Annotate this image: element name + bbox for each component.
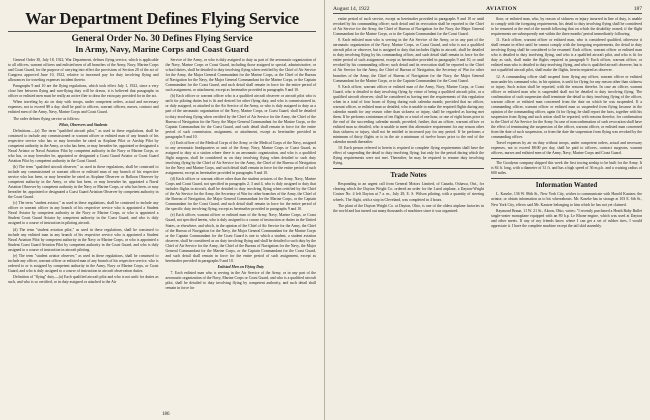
paragraph: Service of the Army, or who is duly assigned to duty as part of the aeronautic organization of the Navy, Marine Corps or Coast Guard, including those assigned to special, administrative, or school duties, shall be detailed to duty involving flying when certified by the Chief of Air Service for the Army, the Major General Commandant for the Marine Corps, or the Chief of the Bureau of Navigation for the Navy, the Major General Commandant for the Marine Corps, or the Captain Commandant for the Coast Guard, and such detail shall remain in force for the entire period of such assignment, or attachment, except as hereinafter provided in paragraphs 9 and 10. xyxy=(165,58,316,93)
paragraph: Travel expenses by air on duty without troops, under competent orders, actual and necessary expenses, not to exceed $8.00 per day, shall be paid to officers, contract surgeons, warrant officers, nurses and enlisted men of the Army, Navy, Marine Corps and Coast Guard. xyxy=(491,141,642,156)
paragraph: (d) The term "student aviation pilot," as used in these regulations, shall be construed to include any enlisted man in any branch of his respective service who is appointed a Student Naval Aviation Pilot by competent authority in the Navy or Marine Corps, or who is appointed a Student Coast Guard Aviation Pilot by competent authority in the Coast Guard, and who is duly assigned to a course of instruction in aircraft piloting. xyxy=(8,227,159,252)
paragraph: (c) Each officer of the Medical Corps of the Army, or the Medical Corps of the Navy, assigned to any aeronautic headquarters or unit of the Army, Navy, Marine Corps or Coast Guard, as assigned to duty at a station where there is an aeronautic organization, and who is a qualified flight surgeon, shall be considered as on duty involving flying when detailed to such duty involving flying by the Chief of Air Service for the Army, the Chief of the Bureau of Navigation for the Navy and Marine Corps, and such detail shall remain in force for the entire period of such assignment, except as hereinafter provided in paragraphs 9 and 10. xyxy=(165,140,316,176)
paragraph: The Goodyear company shipped this week the first towing airship to be built for the Army. It is 84 ft. long, with a diameter of 31 ft. and has a high speed of 36 m.p.h. and a cruising radius of 600 miles. xyxy=(491,161,642,176)
paragraph: 10. Each person referred to herein is required to complete flying requirements shall have the effect of suspending the detail to duty involving flying, but only for the period during which the flying requirements were not met. Thereafter, he may be required to resume duty involving flying. xyxy=(333,146,484,166)
left-column-2 xyxy=(166,58,317,292)
paragraph: Raymond Braun, 11 W. 21 St., Akron, Ohio, writes: "I recently purchased a Heath Baby Bullet single-seater monoplane equipped with an 80 h.p. Le Rhone engine, which was used at Dayton and other meets. If any of my friends know where I can get a set of rubber tires, I would appreciate it. I have the complete machine except the tail skid assembly. xyxy=(491,208,642,228)
article-subtitle-2: In Army, Navy, Marine Corps and Coast Guard xyxy=(75,44,249,54)
running-header xyxy=(333,6,642,14)
paragraph: 8. Each enlisted man who is serving in the Air Service of the Army, or in any part of the aeronautic organization of the Navy, Marine Corps, or Coast Guard, and who is not a qualified aircraft pilot or observer, but is assigned to duty that includes flights in aircraft, shall be detailed to duty involving flying by his commanding officer, and such detail shall remain in force for the entire period of such assignment, except as hereinafter provided in paragraphs 9 and 10, or until revoked by his commanding officer; such detail and its revocation shall be reported to the Chief of Air Service for the Army, the Chief of Bureau of Navigation, the Secretary of War for other branches of the Army, the Chief of Bureau of Navigation for the Navy, the Major General Commandant for the Marine Corps, or to the Captain Commandant for the Coast Guard. xyxy=(333,38,484,83)
page-number: 186 xyxy=(162,412,170,417)
paragraph: (e) The term "student aviator observer," as used in these regulations, shall be construed to include any officer, warrant officer or enlisted man of any branch of his respective service, who is ordered to or is assigned by competent authority in the Army, Navy or Marine Corps, or Coast Guard, and who is duly assigned to a course of instruction in aircraft observation duties. xyxy=(8,253,159,273)
section-rule xyxy=(333,168,484,169)
section-heading: Pilots, Observers and Students xyxy=(59,122,108,127)
trade-notes-heading: Trade Notes xyxy=(390,171,427,180)
paragraph: (b) The term "qualified aircraft observer," as used in these regulations, shall be construed to include any commissioned or warrant officer or enlisted man of any branch of his respective service who has been, or may hereafter be rated as Airplane Observer or Balloon Observer by competent authority in the Army, or who has been, or may hereafter be, appointed a Naval Aviation Observer by competent authority in the Navy or Marine Corps, or who has been, or may hereafter be, appointed or designated a Coast Guard Aviation Observer by competent authority in the Coast Guard. xyxy=(8,164,159,200)
header-date: August 14, 1922 xyxy=(333,6,370,12)
paragraph: General Order 30, July 18, 1922, War Department, defines flying service, which is applicable to all officers, warrant officers and enlisted men of all branches of the Army, Navy, Marine Corps and Coast Guard, for the purpose of carrying into effect the provisions of Section 20 of the act of Congress approved June 10, 1922, relative to increased pay for duty involving flying and allowances for traveling expenses incident thereto. xyxy=(8,58,159,83)
information-wanted-heading: Information Wanted xyxy=(535,181,598,190)
left-columns xyxy=(8,58,316,292)
paragraph: floor, or enlisted man, who, by reason of sickness or injury incurred in line of duty, is unable to comply with the foregoing requirements, his detail to duty involving flying shall be considered to be resumed at the end of the month following that on which the disability ceased; if the flight requirements are subsequently met within the three months' period immediately following. xyxy=(491,17,642,37)
paragraph: When traveling by air on duty with troops, under competent orders, actual and necessary expenses, not to exceed $8 a day, shall be paid to officers, warrant officers, nurses, contract and enlisted men of the Army, Navy, Marine Corps and Coast Guard. xyxy=(8,100,159,115)
paragraph: (b) Each officer or warrant officer who is a qualified aircraft observer or aircraft pilot who is unfit for piloting duties but is fit and desired for other flying duty, and who is commissioned in, or duly assigned, or attached to the Air Service of the Army, or who is duly assigned to duty as a part of the aeronautic organization of the Navy, Marine Corps, or Coast Guard, shall be detailed to duty involving flying when certified by the Chief of Air Service for the Army, the Chief of the Bureau of Navigation for the Navy, the Major General Commandant for the Marine Corps, or the Captain Commandant for the Coast Guard, and such detail shall remain in force for the entire period of such commission, assignment, or attachment, except as hereinafter provided in paragraphs 9 and 10. xyxy=(165,94,316,139)
paragraph: entire period of such service, except as hereinafter provided in paragraphs 9 and 10 or until revoked by his commanding officer; such detail and its revocation shall be reported to the Chief of Air Service for the Army, the Chief of Bureau of Navigation for the Navy, the Major General Commandant for the Marine Corps, or to the Captain Commandant for the Coast Guard. xyxy=(333,17,484,37)
paragraph: 11. Each officer, warrant officer or enlisted man, who is considered qualified, otherwise it shall remain in effect until he cannot comply with the foregoing requirements, the detail to duty involving flying shall be considered to be resumed. Each officer, warrant officer or enlisted man who is detailed to duty involving flying, and who is a qualified aircraft pilot, and who is fit for duty as such, shall make the flights required in paragraph 9. Each officer, warrant officer, or enlisted man who is detailed to duty involving flying, and who is qualified aircraft observer, but is not a qualified aircraft pilot, shall make the flights, herein required as observer. xyxy=(491,38,643,73)
paragraph: 9. Each officer, warrant officer or enlisted man of the Army, Navy, Marine Corps, or Coast Guard, who is detailed to duty involving flying by virtue of being a qualified aircraft pilot, or a qualified aircraft observer, shall be considered as having met the requirements of this regulation when in a total of four hours of flying during each calendar month; provided that no officer, warrant officer, or enlisted man so detailed, who is unable to make the required flights during any calendar month for any reason other than sickness or injury, shall be regarded as having met them. If he performs a minimum of ten flights or a total of one hour, or one of eight hours prior to the end of the succeeding calendar month, provided, further, that an officer, warrant officer or enlisted man so detailed, who is unable to meet this alternative requirement for any reason other than sickness or injury, shall not be entitled to increased pay for any period. If he performs a minimum of thirty flights or is in the air a minimum of twelve hours prior to the end of the calendar month thereafter. xyxy=(333,84,484,145)
paragraph: Responding to an urgent call from General Motors Limited, of Canada, Oshawa, Ont., for clearing which the Dayton Wright Co. ordered an order for the Laird airplane, a Dayton-Wright Cruiser No. 4 left Dayton at 7 a. m., July 28, E. S. Wilson piloting, with a quantity of steering wheels. The flight, with a stop in Cleveland, was completed in 4 hours. xyxy=(333,182,484,202)
paragraph: Definition of "flying" duty.—(a) Each qualified aircraft pilot and who is not unfit for duties as such, and who is so certified, or in duty assigned or attached to the Air xyxy=(8,274,159,284)
section-rule xyxy=(491,178,642,179)
right-column-2 xyxy=(491,17,642,230)
paragraph: (c) The term "student aviator," as used in these regulations, shall be construed to include any officer or warrant officer in any branch of his respective service who is appointed a Student Naval Aviator by competent authority in the Navy or Marine Corps, or who is appointed a Student Coast Guard Aviator by competent authority in the Coast Guard, and who is duly assigned to a course of instruction in piloting aircraft. xyxy=(8,201,159,226)
paragraph: 12. A commanding officer shall suspend from flying any officer, warrant officer or enlisted man under his command who, in his opinion, is unfit for flying for any reason other than sickness or injury. Such action shall be reported, with the reasons therefor. In case an officer, warrant officer or enlisted man who is suspended shall not be detailed to duty involving flying. The confirmation of such suspension shall terminate the detail to duty involving flying of the officer, warrant officer or enlisted man concerned from the date on which he was suspended. If a commanding officer, warrant officer or enlisted man so suspended from flying because in the opinion of the commanding officer, again fit for flying, he shall report the facts, together with his suspension from flying and such action shall be reported, with reasons therefor, for confirmation to the Chief of Air Service for the Army. In case of nonconfirmation of such revocation shall have the effect of terminating the suspension of the officer, warrant officer, or enlisted man concerned from the date of such suspension, or from the date the suspension from flying was revoked by the commanding officer. xyxy=(491,74,642,140)
left-column-1 xyxy=(8,58,159,292)
right-column-1 xyxy=(333,17,484,230)
section-rule xyxy=(491,158,642,159)
paragraph: The plant of the Dayton Wright Co. at Dayton, Ohio, is one of the oldest airplane factories in the world and has turned out many thousands of machines since it was organized. xyxy=(333,203,484,213)
right-page xyxy=(325,0,650,420)
right-columns xyxy=(333,17,642,230)
section-heading: Enlisted Men on Flying Duty xyxy=(217,264,264,269)
paragraph: (e) Each officer, warrant officer or enlisted man of the Army, Navy, Marine Corps, or Coast Guard, not specified herein, who is duly assigned to a course of instruction or duties in the United States, or elsewhere, and which, in the opinion of the Chief of Air Service for the Army, the Chief of the Bureau of Navigation for the Navy, the Major General Commandant for the Marine Corps or the Captain Commandant for the Coast Guard is one to which a student, a student aviation observer, shall be considered as on duty involving flying and shall be detailed to such duty by the Chief of Air Service for the Army, the Chief of the Bureau of Navigation for the Navy, the Major General Commandant for the Marine Corps, or the Captain Commandant for the Coast Guard, and such detail shall remain in force for the entire period of such assignment, except as hereinafter provided in paragraphs 9 and 10. xyxy=(165,213,316,263)
article-subtitle-1: General Order No. 30 Defines Flying Service xyxy=(71,34,253,44)
article-title: War Department Defines Flying Service xyxy=(25,9,299,28)
paragraph: Paragraphs 9 and 10 are the flying regulations, which took effect July 1, 1922, since a very close line between flying and non-flying duty will be drawn, it is believed that paragraphs in officer or enlisted men must be really an active flier to draw the extra pay provided for in the act. xyxy=(8,84,159,99)
title-rule xyxy=(8,31,316,32)
header-page-number: 187 xyxy=(633,6,642,12)
paragraph: L. Kaseke, 136 W. 86th St., New York City, wishes to communicate with Harold Kautzer, the aviator, or obtain information as to his whereabouts. Mr. Kaseke has in storage at 103 E. 6th St., New York City, effects said Mr. Kautzer belonging to him which he has not yet claimed. xyxy=(491,192,642,207)
header-title: AVIATION xyxy=(486,6,518,12)
paragraph: (d) Each officer or warrant officer other than the student aviators of the Army, Navy, Marine Corps and Coast Guard, not specified in paragraphs 2, 3 and 4, who is duly assigned to duty that includes flights in aircraft, shall be detailed to duty involving flying when certified by the Chief of the Air Service for the Army, the Secretary of War for other branches of the Army, the Chief of the Bureau of Navigation, the Major General Commandant for the Marine Corps, or the Captain Commandant for the Coast Guard, and such detail shall remain in force for the entire period of the specific duty involving flying, except as hereinafter provided in paragraphs 9 and 10. xyxy=(165,177,316,212)
paragraph: The order defines flying service as follows: xyxy=(13,116,80,121)
paragraph: Definitions.—(a) The term "qualified aircraft pilot," as used in these regulations, shall be construed to include any commissioned or warrant officer or enlisted man of any branch of his respective service who has or may hereafter be rated as Airplane Pilot or Airship Pilot by competent authority in the Army, or who has been, or may hereafter be, appointed or designated a Naval Aviator or Naval Aviation Pilot by competent authority in the Navy or Marine Corps, or who has, or may hereafter be, appointed or designated a Coast Guard Aviator or Coast Guard Aviation Pilot by competent authority in the Coast Guard. xyxy=(8,128,159,163)
paragraph: 7. Each enlisted man who is serving in the Air Service of the Army, or in any part of the aeronautic organization of the Navy, Marine Corps or Coast Guard, and who is a qualified aircraft pilot, shall be detailed to duty involving flying by competent authority, and such detail shall remain in force for xyxy=(165,270,316,291)
